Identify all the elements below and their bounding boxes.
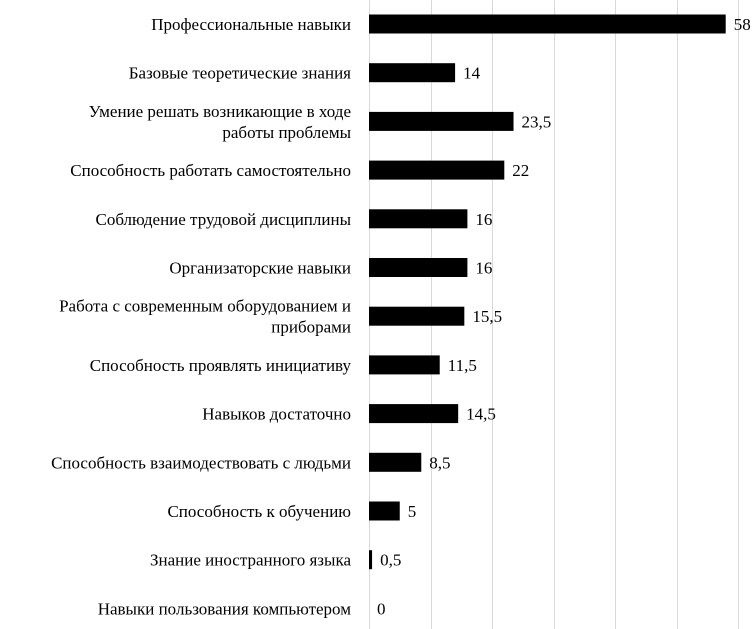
bar-5 — [369, 258, 467, 277]
category-label-3: Способность работать самостоятельно — [70, 161, 351, 181]
bar-1 — [369, 63, 455, 82]
value-label-2: 23,5 — [521, 112, 552, 132]
category-label-11: Знание иностранного языка — [150, 550, 351, 570]
category-label-1: Базовые теоретические знания — [128, 63, 351, 83]
value-label-8: 14,5 — [466, 404, 496, 424]
bar-11 — [369, 550, 372, 569]
bar-9 — [369, 453, 421, 472]
value-label-12: 0 — [377, 599, 386, 619]
value-label-7: 11,5 — [447, 355, 477, 375]
value-label-1: 14 — [463, 63, 481, 83]
category-label-5: Организаторские навыки — [169, 258, 351, 278]
value-label-4: 16 — [475, 209, 493, 229]
bar-10 — [369, 502, 400, 521]
category-label-2: Умение решать возникающие в ходе работы проблемы — [88, 101, 351, 142]
category-label-12: Навыки пользования компьютером — [97, 599, 351, 619]
value-label-9: 8,5 — [429, 453, 451, 473]
category-label-9: Способность взаимодествовать с людьми — [51, 453, 351, 473]
bar-0 — [369, 15, 726, 34]
value-label-0: 58 — [733, 15, 751, 34]
bar-2 — [369, 112, 514, 131]
value-label-10: 5 — [407, 502, 417, 521]
category-label-7: Способность проявлять инициативу — [89, 355, 351, 375]
category-label-0: Профессиональные навыки — [151, 15, 351, 34]
bar-7 — [369, 355, 440, 374]
value-label-11: 0,5 — [380, 550, 402, 570]
bars — [369, 15, 726, 570]
category-label-8: Навыков достаточно — [202, 404, 351, 424]
category-label-6: Работа с современным оборудованием и приборами — [59, 296, 351, 337]
value-label-5: 16 — [475, 258, 493, 278]
bar-3 — [369, 161, 504, 180]
value-label-3: 22 — [512, 161, 530, 181]
category-label-4: Соблюдение трудовой дисциплины — [95, 209, 351, 229]
value-label-6: 15,5 — [472, 307, 503, 327]
bar-8 — [369, 404, 458, 423]
bar-4 — [369, 209, 467, 228]
category-labels — [51, 15, 352, 618]
bar-6 — [369, 307, 464, 326]
category-label-10: Способность к обучению — [167, 502, 351, 521]
